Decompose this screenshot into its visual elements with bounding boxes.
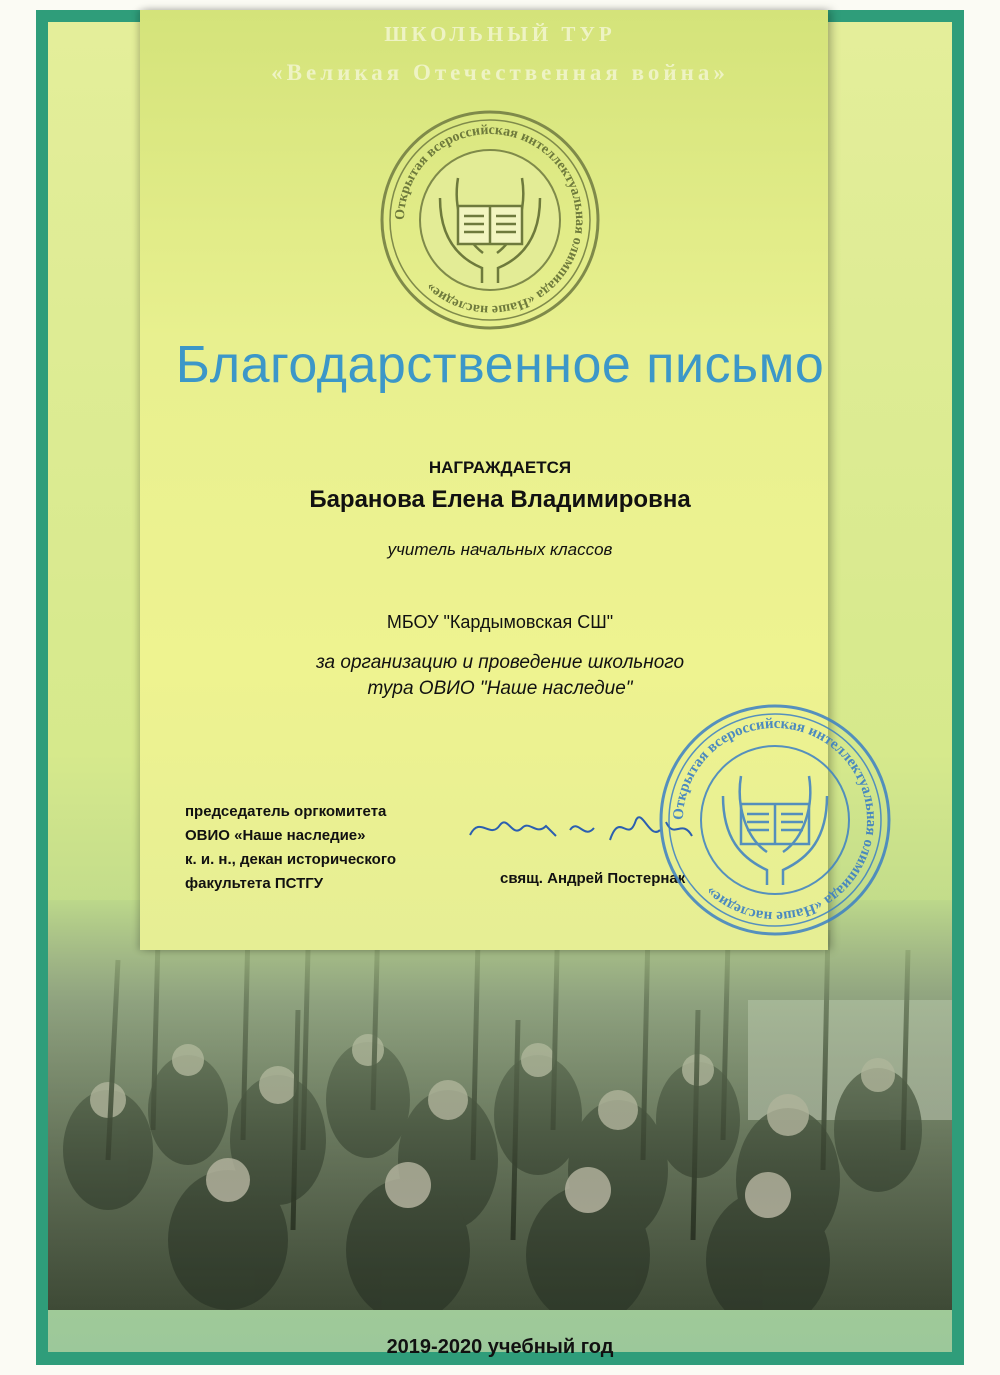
tour-theme: «Великая Отечественная война» [271,60,729,85]
academic-year: 2019-2020 учебный год [386,1336,614,1358]
awarded-label: НАГРАЖДАЕТСЯ [428,458,572,477]
document-title: Благодарственное письмо [175,336,825,394]
signatory-role-line1: председатель оргкомитета [185,803,387,820]
soldiers-photo [48,900,952,1310]
signatory-role-line4: факультета ПСТГУ [185,875,324,892]
tour-label: ШКОЛЬНЫЙ ТУР [384,22,616,46]
recipient-position: учитель начальных классов [387,540,613,559]
award-reason-line1: за организацию и проведение школьного [315,652,685,673]
seal-ring-text: Открытая всероссийская интеллектуальная олимпиада «Наше наследие» [392,122,588,318]
hands-book-icon [723,776,827,885]
signatory-role-line2: ОВИО «Наше наследие» [185,827,366,844]
award-reason-line2: тура ОВИО "Наше наследие" [367,678,633,699]
signatory-role-line3: к. и. н., декан исторического [185,851,397,868]
olympiad-seal [378,108,602,332]
official-stamp [655,700,895,940]
signatory-role [185,800,396,896]
award-reason [0,650,1000,702]
recipient-name: Баранова Елена Владимировна [309,486,691,513]
recipient-school: МБОУ "Кардымовская СШ" [386,612,614,632]
signatory-name: свящ. Андрей Постернак [500,870,686,887]
stamp-ring-text: Открытая всероссийская интеллектуальная олимпиада «Наше наследие» [670,715,880,925]
